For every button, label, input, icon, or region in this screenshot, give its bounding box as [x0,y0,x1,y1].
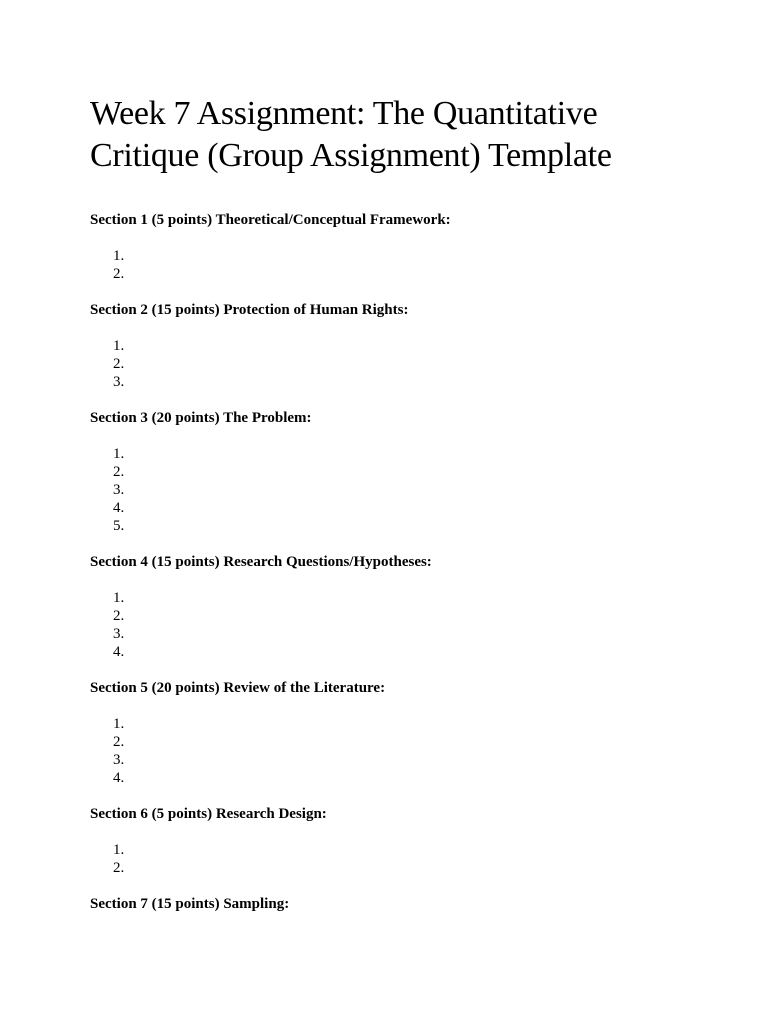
list-item: 2. [113,734,125,750]
numbered-list [90,445,710,535]
section-heading: Section 6 (5 points) Research Design: [90,806,327,822]
section-heading: Section 4 (15 points) Research Questions/Hypotheses: [90,554,432,570]
section-heading: Section 2 (15 points) Protection of Human Rights: [90,302,409,318]
list-item: 3. [113,626,125,642]
list-item: 2. [113,266,125,282]
list-item: 1. [113,338,125,354]
list-item: 3. [113,482,125,498]
list-item: 4. [113,770,125,786]
numbered-list [90,337,710,391]
list-item: 3. [113,752,125,768]
section-4 [90,553,710,661]
list-item: 2. [113,464,125,480]
list-item: 4. [113,644,125,660]
section-2 [90,301,710,391]
numbered-list [90,841,710,877]
list-item: 3. [113,374,125,390]
section-heading: Section 7 (15 points) Sampling: [90,896,290,912]
list-item: 1. [113,842,125,858]
section-7 [90,895,710,913]
list-item: 1. [113,248,125,264]
document-title: Week 7 Assignment: The Quantitative Critique (Group Assignment) Template [90,95,612,174]
numbered-list [90,589,710,661]
document-page [90,93,710,931]
list-item: 1. [113,590,125,606]
list-item: 5. [113,518,125,534]
section-heading: Section 1 (5 points) Theoretical/Conceptual Framework: [90,212,451,228]
section-5 [90,679,710,787]
numbered-list [90,715,710,787]
list-item: 2. [113,608,125,624]
section-6 [90,805,710,877]
section-heading: Section 3 (20 points) The Problem: [90,410,312,426]
list-item: 2. [113,356,125,372]
numbered-list [90,247,710,283]
list-item: 1. [113,446,125,462]
section-1 [90,211,710,283]
sections-container [90,211,710,913]
list-item: 1. [113,716,125,732]
section-3 [90,409,710,535]
list-item: 2. [113,860,125,876]
section-heading: Section 5 (20 points) Review of the Literature: [90,680,386,696]
list-item: 4. [113,500,125,516]
